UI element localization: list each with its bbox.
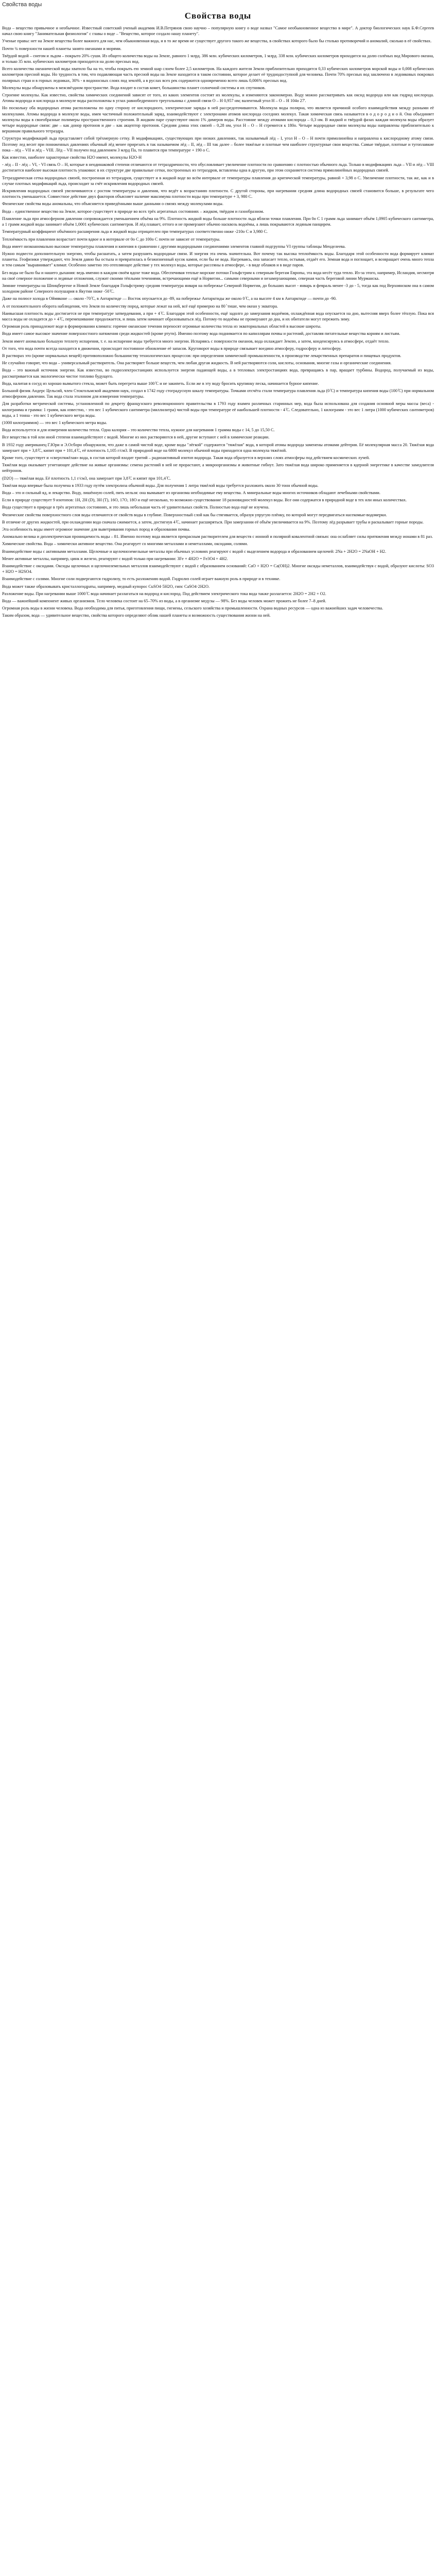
paragraph: Огромная роль принадлежит воде в формировании климата: горячие океанские течения переносят огромные количества тепла из экваториальных областей в высокие широты. (2, 324, 322, 329)
paragraph: Вода может также образовывать кристаллогидраты, например, медный купорос CuSO4·5H2O, гипс CaSO4·2H2O. (2, 584, 210, 589)
paragraph: Вода используется и для измерения количества тепла. Одна калория – это количество тепла, нужное для нагревания 1 грамма воды с 14, 5 до 15,50 С. (2, 428, 275, 433)
paragraph: Разложение воды. При нагревании выше 1000 ̊С вода начинает разлагаться на водород и кислород. Под действием электрического тока вода также разлагается: 2H2O = 2H2 + O2. (2, 591, 326, 596)
paragraph: Вода имеет низкоаномально высокие температуры плавления и кипения в сравнении с другими водородными соединениями элементов главной подгруппы VI группы таблицы Менделеева. (2, 244, 346, 249)
paragraph: Теплоёмкость при плавлении возрастает почти вдвое и в интервале от 0о С до 100о С почти не зависит от температуры. (2, 236, 220, 242)
paragraph: Тяжёлая вода впервые была получена в 1933 году путём электролиза обычной воды. Для получения 1 литра тяжёлой воды требуется разложить около 30 тонн обычной воды. (2, 483, 319, 488)
paragraph: В растворах это (кроме нормальных вещей) противоположно большинству технологических процессов: при определении химической промышленности, в производстве лекарственных препаратов и пищевых продуктов. (2, 353, 402, 358)
paragraph: Температурный коэффициент объёмного расширения льда и жидкой воды отрицателен при температурах соответственно ниже -210о С и 3,980 С. (2, 229, 268, 234)
paragraph: Для разработки метрической системы, установленной по декрету французского революционного правительства в 1793 году взамен различных старинных мер, вода была использована для создания основной меры массы (веса) - килограмма и грамма: 1 грамм, как известно, - это вес 1 кубического сантиметра (миллилитра) чистой воды при температуре её наибольшей плотности - 4 ̊С. Следовательно, 1 килограмм - это вес 1 литра (1000 кубических сантиметров) воды, а 1 тонна - это вес 1 кубического метра воды. (2, 401, 434, 418)
paragraph: Вода – это и сильный яд, и лекарство. Воду, лишённую солей, пить нельзя: она вымывает из организма необходимые ему вещества. А минеральные воды многих источников обладают лечебными свойствами. (2, 490, 380, 496)
paragraph: Всего количества океанической воды хватило бы на то, чтобы покрыть ею земной шар слоем более 2,5 километров. На каждого жителя Земли приблизительно приходится 0,33 кубических километров морской воды и 0,008 кубических километров пресной воды. Но трудность в том, что подавляющая часть пресной воды на Земле находится в таком состоянии, которое делает её труднодоступной для человека. Почти 70% пресных вод заключено в ледниковых покровах полярных стран и в горных ледниках, 30% - в водоносных слоях под землёй, а в руслах всех рек содержится одновременно всего лишь 0,006% пресных вод. (2, 66, 434, 83)
paragraph: Аномально велика и диэлектрическая проницаемость воды – 81. Именно поэтому вода является прекрасным растворителем для веществ с ионной и полярной ковалентной связью: она ослабляет силы притяжения между ионами в 81 раз. (2, 534, 433, 539)
paragraph: Менее активные металлы, например, цинк и железо, реагируют с водой только при нагревании: 3Fe + 4H2O = Fe3O4 + 4H2. (2, 556, 228, 561)
paragraph: Не случайно говорят, что вода – универсальный растворитель. Она растворяет больше веществ, чем любая другая жидкость. В ней растворяются соли, кислоты, основания, многие газы и органические соединения. (2, 361, 392, 366)
paragraph: Вода – единственное вещество на Земле, которое существует в природе во всех трёх агрегатных состояниях – жидком, твёрдом и газообразном. (2, 209, 264, 214)
paragraph: В 1932 году американец Г.Юри и Э.Осборн обнаружили, что даже в самой чистой воде, кроме воды "лёгкой" содержится "тяжёлая" вода, в которой атомы водорода заменены атомами дейтерия. Её молекулярная масса 20. Тяжёлая вода замерзает при + 3,8 ̊С, кипит при + 101,4 ̊С, её плотность 1,105 г/см3. В природной воде на 6800 молекул обычной воды приходится одна молекула тяжёлой. (2, 442, 434, 453)
paragraph: Почти ¾ поверхности нашей планеты занято океанами и морями. (2, 46, 121, 51)
paragraph: Кроме того, существует и «сверхтяжёлая» вода, в состав которой входит тритий – радиоактивный изотоп водорода. Такая вода образуется в верхних слоях атмосферы под действием космических лучей. (2, 455, 370, 460)
paragraph: Вода существует в природе в трёх агрегатных состояниях, и это лишь небольшая часть её удивительных свойств. Полностью вода ещё не изучена. (2, 505, 270, 510)
paragraph: Вода, налитая в сосуд из хорошо вымытого стекла, может быть перегрета выше 100 ̊С и не закипеть. Если же в эту воду бросить крупинку песка, начинается бурное кипение. (2, 381, 319, 386)
tab-title: Свойства воды (2, 2, 42, 8)
paragraph: Если в природе существует 9 изотопов: 1H, 2H (D), 3H (T), 16O, 17O, 18O и ещё несколько, то возможно существование 18 разновидностей молекул воды. Все они содержатся в природной воде в тех или иных количествах. (2, 498, 407, 503)
page-title: Свойства воды (184, 11, 252, 21)
paragraph: Эта особенность воды имеет огромное значение для выветривания горных пород и образования почвы. (2, 527, 190, 532)
paragraph: Взаимодействие с оксидами. Оксиды щелочных и щелочноземельных металлов взаимодействуют с водой с образованием оснований: CaO + H2O = Ca(OH)2. Многие оксиды неметаллов, взаимодействуя с водой, образуют кислоты: SO3 + H2O = H2SO4. (2, 564, 434, 574)
paragraph: Без воды не было бы и нашего дыхания: ведь именно в каждом своём вдохе тоже вода. Обеспечивая теплые морские потоки Гольфстрим к северным берегам Европы, эта вода несёт туда тепло. Из-за этого, например, Исландия, несмотря на своё северное положение и ледяные отложения, служит своими тёплыми течениями, встречающими ещё в Норвегии... самыми северными и незамерзающими, северная часть береговой линии Мурманска. (2, 270, 434, 281)
paragraph: Взаимодействие с солями. Многие соли подвергаются гидролизу, то есть разложению водой. Гидролиз солей играет важную роль в природе и в технике. (2, 577, 281, 582)
paragraph: Плавление льда при атмосферном давлении сопровождается уменьшением объёма на 9%. Плотность жидкой воды больше плотности льда вблизи точки плавления. При 0о С 1 грамм льда занимает объём 1,0905 кубического сантиметра, а 1 грамм жидкой воды занимает объём 1,0001 кубических сантиметров. И лёд плавает, оттого и не промерзают обычно насквозь водоёмы, а лишь покрываются ледяным панцирем. (2, 216, 434, 227)
document-page (0, 11, 436, 619)
paragraph: Искривления водородных связей увеличиваются с ростом температуры и давления, что ведёт к возрастанию плотности. С другой стороны, при нагревании средняя длина водородных связей становится больше, в результате чего плотность уменьшается. Совместное действие двух факторов объясняет наличие максимума плотности воды при температуре + 3, 980 С. (2, 189, 434, 199)
paragraph: Физические свойства поверхностного слоя воды отличаются от свойств воды в глубине. Поверхностный слой как бы стягивается, образуя упругую плёнку, по которой могут передвигаться насекомые-водомерки. (2, 512, 387, 517)
paragraph: Вода – вещество привычное и необычное. Известный советский ученый академик И.В.Петрянов свою научно – популярную книгу о воде назвал "Самое необыкновенное вещество в мире". А доктор биологических наук Б.Ф.Сергеев начал свою книгу "Занимательная физиология" с главы о воде – "Вещество, которое создало нашу планету". (2, 26, 434, 37)
paragraph: Вода имеет самое высокое значение поверхностного натяжения среди жидкостей (кроме ртути). Именно поэтому вода поднимается по капиллярам почвы и растений, доставляя питательные вещества корням и листьям. (2, 331, 400, 336)
paragraph: Твёрдой водой – снегом и льдом – покрыто 20% суши. Из общего количества воды на Земле, равного 1 млрд. 386 млн. кубических километров, 1 млрд. 338 млн. кубических километров приходится на долю солёных вод Мирового океана, и только 35 млн. кубических километров приходится на долю пресных вод. (2, 53, 434, 64)
paragraph: А от положительного оборота наблюдения, что Земля по количеству пород, которые лежат на ней, всё ещё примерно на 80 ̊ тише, чем океан у экватора. (2, 303, 278, 309)
paragraph: Ученые правы: нет на Земле вещества более важного для нас, чем обыкновенная вода, и в то же время не существует другого такого же вещества, в свойствах которого было бы столько противоречий и аномалий, сколько в её свойствах. (2, 39, 432, 44)
paragraph: Молекулы воды обнаружены в межзвёздном пространстве. Вода входит в состав комет, большинства планет солнечной системы и их спутников. (2, 85, 266, 90)
paragraph: (1000 килограммов) — это вес 1 кубического метра воды. (2, 420, 107, 425)
paragraph: Наивысшая плотность воды достигается не при температуре затвердевания, а при + 4 ̊С. Благодаря этой особенности, ещё задолго до замерзания водоёмов, охлаждённая вода опускается на дно, вытесняя вверх более тёплую. Пока вся масса воды не охладится до + 4 ̊С, перемешивание продолжается, и лишь затем начинает образовываться лёд. Потому-то водоёмы не промерзают до дна, и их обитатели могут пережить зиму. (2, 311, 434, 321)
paragraph: Тяжёлая вода оказывает угнетающее действие на живые организмы: семена растений в ней не прорастают, а микроорганизмы и животные гибнут. Зато тяжёлая вода широко применяется в ядерной энергетике в качестве замедлителя нейтронов. (2, 463, 434, 473)
paragraph: Химические свойства. Вода – химически активное вещество. Она реагирует со многими металлами и неметаллами, оксидами, солями. (2, 541, 248, 547)
paragraph: Взаимодействие воды с активными металлами. Щелочные и щелочноземельные металлы при обычных условиях реагируют с водой с выделением водорода и образованием щелочей: 2Na + 2H2O = 2NaOH + H2. (2, 549, 387, 554)
paragraph: В отличие от других жидкостей, при охлаждении вода сначала сжимается, а затем, достигнув 4 ̊С, начинает расширяться. При замерзании её объём увеличивается на 9%. Поэтому лёд разрывает трубы и раскалывает горные породы. (2, 519, 424, 524)
paragraph: Зимние температуры на Шпицбергене и Новой Земле благодаря Гольфстриму средняя температура января на побережье Северной Норвегии, до больших высот - январь и февраль менее -3 до - 5, тогда как под Верхоянском она в самом холодном районе Северного полушария в Якутии ниже -50 ̊С. (2, 283, 434, 294)
paragraph: Вода — важнейший компонент живых организмов. Тело человека состоит на 65–70% из воды, а в организме медузы — 98%. Без воды человек может прожить не более 7–8 дней. (2, 599, 326, 604)
paragraph: Таким образом, вода — удивительное вещество, свойства которого определяют облик нашей планеты и возможность существования жизни на ней. (2, 613, 271, 618)
paragraph: Большой физик Андерс Цельсий, член Стокгольмской академии наук, создал в 1742 году стоградусную шкалу температуры. Точками отсчёта стали температура плавления льда (0 ̊С) и температура кипения воды (100 ̊С) при нормальном атмосферном давлении. Так вода стала эталоном для измерения температуры. (2, 388, 434, 399)
paragraph: (D2O) — тяжёлая вода. Её плотность 1,1 г/см3, она замерзает при 3,8 ̊С и кипит при 101,4 ̊С. (2, 476, 171, 481)
paragraph: - лёд – II - лёд – VI, - VI связь О – H, которые в неодинаковой степени отличаются от тетраэдричности, что обусловливает увеличение плотности по сравнению с плотностью обычного льда. Только в модификациях льда – VII и лёд – VIII достигается наиболее высокая плотность упаковки: в их структуре две правильные сетки, построенных из тетраэдров, вставлены одна в другую, при этом сохраняется система прямолинейных водородных связей. (2, 162, 434, 173)
paragraph: Земля имеет аномально большую теплоту испарения, т. е. на испарение воды требуется много энергии. Испаряясь с поверхности океанов, вода охлаждает Землю, а затем, конденсируясь в атмосфере, отдаёт тепло. (2, 338, 390, 344)
paragraph: Огромная роль воды в жизни человека. Вода необходима для питья, приготовления пищи, гигиены, сельского хозяйства и промышленности. Охрана водных ресурсов — одна из важнейших задач человечества. (2, 606, 383, 611)
paragraph: Физические свойства воды аномальны, что объясняется приведёнными выше данными о связях между молекулами воды. (2, 201, 223, 207)
paragraph: Но поскольку оба водородных атома расположены по одну сторону от кислородного, электрические заряды в ней рассредоточиваются. Молекула воды полярна, что является причиной особого взаимодействия между разными её молекулами. Атомы водорода в молекуле воды, имея частичный положительный заряд, взаимодействуют с электронами атомов кислорода соседних молекул. Такая химическая связь называется в о д о р о д н о й. Она объединяет молекулы воды в своеобразные полимеры пространственного строения. В жидком паре существуют около 1% димеров воды. Расстояние между атомами кислорода – 0,3 нм. В жидкой и твёрдой фазах каждая молекула воды образует четыре водородные связи: две – как донор протонов и две – как акцептор протонов. Средняя длина этих связей – 0,28 нм, угол H – O – H стремится к 180о. Четыре водородные связи молекулы воды направлены приблизительно к вершинам правильного тетраэдра. (2, 106, 434, 134)
paragraph: Все вещества в той или иной степени взаимодействуют с водой. Многие из них растворяются в ней, другие вступают с ней в химические реакции. (2, 435, 270, 440)
paragraph: От того, что вода почти всегда находится в движении, происходит постоянное обновление её запасов. Круговорот воды в природе связывает воедино атмосферу, гидросферу и литосферу. (2, 346, 342, 351)
paragraph: Вода – это важный источник энергии. Как известно, во гидроэлектростанциях используется энергия падающей воды, а в тепловых электростанциях вода, превращаясь в пар, вращает турбины. Водород, получаемый из воды, рассматривается как экологически чистое топливо будущего. (2, 368, 434, 379)
paragraph: Тетраэдрическая сетка водородных связей, построенная из тетраэдров, существует и в жидкой воде во всём интервале от температуры плавления до критической температуры, равной + 3,98 о С. Увеличение плотности, так же, как и в случае плотных модификаций льда, происходит за счёт искривления водородных связей. (2, 175, 434, 186)
document-body (2, 25, 434, 619)
paragraph: Даже на полюсе холода в Оймяконе — около -70 ̊С, в Антарктиде — Восток опускается до -89, на побережье Антарктиды же около 0 ̊С, а на высоте 4 км в Антарктиде — почти до -90. (2, 296, 337, 301)
paragraph: Нужно подвести дополнительную энергию, чтобы расшатать, а затем разрушить водородные связи. И энергия эта очень значительна. Вот почему так высока теплоёмкость воды. Благодаря этой особенности вода формирует климат планеты. Геофизики утверждают, что Земля давно бы остыла и превратилась в безжизненный кусок камня, если бы не вода. Нагреваясь, она запасает тепло, остывая, отдаёт его. Земная вода и поглощает, и возвращает очень много тепла и тем самым "выравнивает" климат. Особенно заметно это отепляющее действие у тех молекул воды, которые рассеяны в атмосфере, - в виде облаков и в виде паров. (2, 251, 434, 268)
paragraph: Как известно, наиболее характерные свойства H2O имеют, молекулы H2O-H (2, 155, 142, 160)
paragraph: Строение молекулы. Как известно, свойства химических соединений зависят от того, из каких элементов состоят их молекулы, и изменяются закономерно. Воду можно рассматривать как оксид водорода или как гидрид кислорода. Атомы водорода и кислорода в молекуле воды расположены в углах равнобедренного треугольника с длиной связи O – H 0,957 нм; валентный угол H – O – H 104о 27'. (2, 93, 434, 104)
paragraph: Структура модификаций льда представляет собой трёхмерную сетку. В модификациях, существующих при низких давлениях, так называемый лёд – I, угол H – O – H почти прямолинейна и направлена к кислородному атому связи. Поэтому лед весит при пониженных давлениях обычный лёд менее прирезать в так называемом лёд – II, лёд – III так далее – более тяжёлые и плотные чем наиболее структурные свои вещества. Самые твёрдые, плотные и тугоплавкие пока – лёд – VII и лёд – VIII. Лёд – VII получен под давлением 3 млрд Па, то плавится при температуре + 190 о С. (2, 136, 434, 152)
